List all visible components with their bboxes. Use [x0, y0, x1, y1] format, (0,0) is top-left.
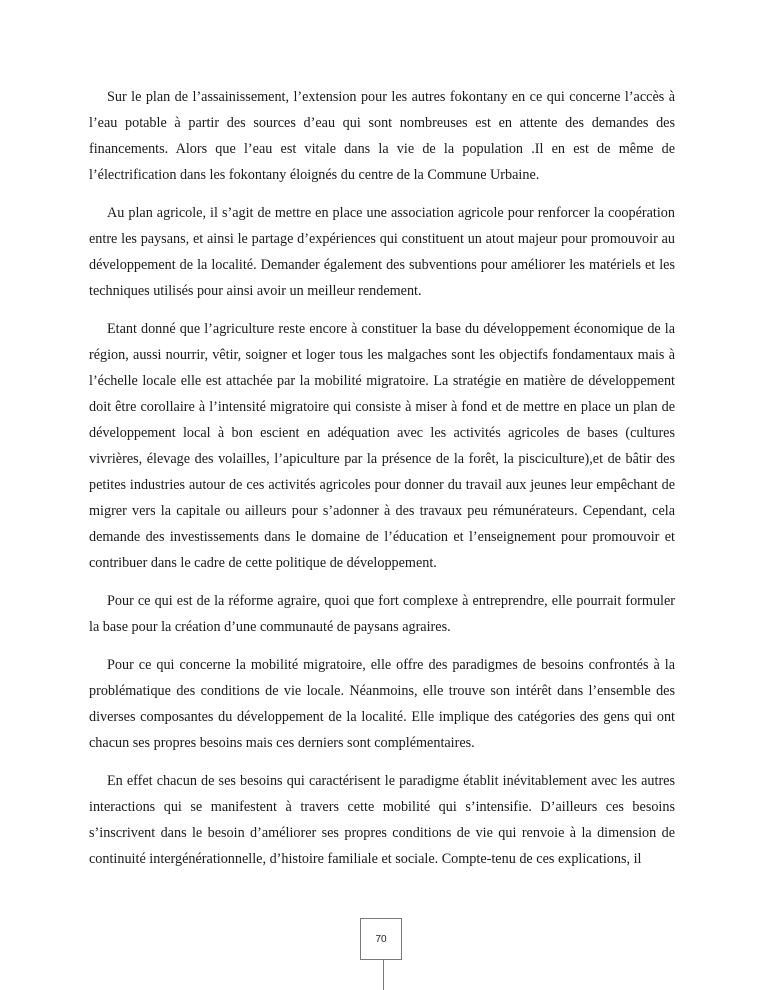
page-number [360, 918, 402, 960]
paragraph-agriculture-plan: Au plan agricole, il s’agit de mettre en place une association agricole pour renforcer la coopération entre les paysans, et ainsi le partage d’expériences qui constituent un atout majeur pour promouvoir au développement de la localité. Demander également des subventions pour améliorer les matériels et les techniques utilisés pour ainsi avoir un meilleur rendement. [89, 205, 675, 299]
paragraph-migratory-mobility: Pour ce qui concerne la mobilité migratoire, elle offre des paradigmes de besoins confrontés à la problématique des conditions de vie locale. Néanmoins, elle trouve son intérêt dans l’ensemble des diverses composantes du développement de la localité. Elle implique des catégories des gens qui ont chacun ses propres besoins mais ces derniers sont complémentaires. [89, 657, 675, 751]
page-number-connector-line [383, 960, 384, 990]
document-body [89, 84, 675, 884]
paragraph-needs-paradigm: En effet chacun de ses besoins qui caractérisent le paradigme établit inévitablement avec les autres interactions qui se manifestent à travers cette mobilité qui s’intensifie. D’ailleurs ces besoins s’inscrivent dans le besoin d’améliorer ses propres conditions de vie qui renvoie à la dimension de continuité intergénérationnelle, d’histoire familiale et sociale. Compte-tenu de ces explications, il [89, 773, 675, 867]
paragraph-sanitation: Sur le plan de l’assainissement, l’extension pour les autres fokontany en ce qui concerne l’accès à l’eau potable à partir des sources d’eau qui sont nombreuses est en attente des demandes des financements. Alors que l’eau est vitale dans la vie de la population .Il en est de même de l’électrification dans les fokontany éloignés du centre de la Commune Urbaine. [89, 89, 675, 183]
page-number-text: 70 [375, 933, 387, 945]
paragraph-development-strategy: Etant donné que l’agriculture reste encore à constituer la base du développement économique de la région, aussi nourrir, vêtir, soigner et loger tous les malgaches sont les objectifs fondamentaux mais à l’échelle locale elle est attachée par la mobilité migratoire. La stratégie en matière de développement doit être corollaire à l’intensité migratoire qui consiste à miser à fond et de mettre en place un plan de développement local à bon escient en adéquation avec les activités agricoles de bases (cultures vivrières, élevage des volailles, l’apiculture par la présence de la forêt, la pisciculture),et de bâtir des petites industries autour de ces activités agricoles pour donner du travail aux jeunes leur empêchant de migrer vers la capitale ou ailleurs pour s’adonner à des travaux peu rémunérateurs. Cependant, cela demande des investissements dans le domaine de l’éducation et l’enseignement pour promouvoir et contribuer dans le cadre de cette politique de développement. [89, 321, 675, 571]
paragraph-agrarian-reform: Pour ce qui est de la réforme agraire, quoi que fort complexe à entreprendre, elle pourrait formuler la base pour la création d’une communauté de paysans agraires. [89, 593, 675, 635]
